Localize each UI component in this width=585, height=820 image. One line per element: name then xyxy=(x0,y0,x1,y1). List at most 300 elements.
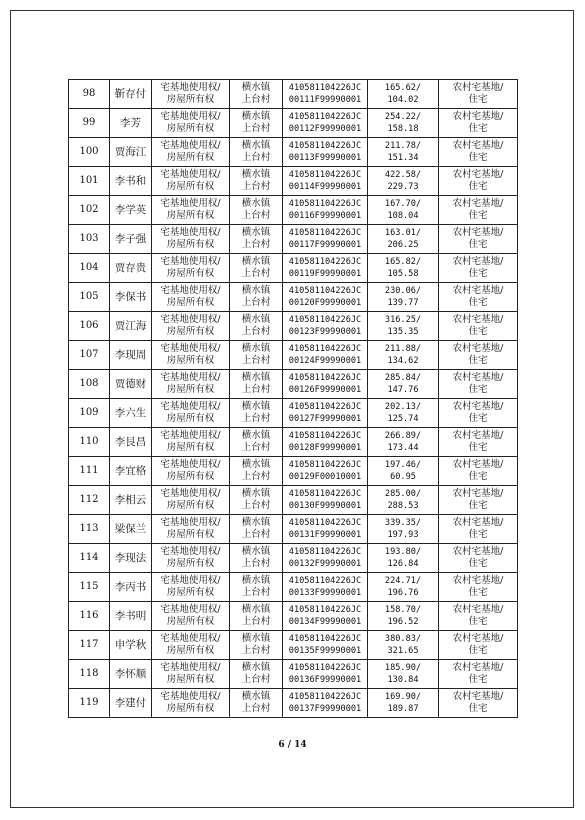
cell-right-type-line: 宅基地使用权/ xyxy=(160,111,221,122)
cell-area-line: 108.04 xyxy=(387,211,419,221)
cell-unit-number-line: 410581104226JC xyxy=(288,83,362,93)
cell-area xyxy=(368,341,439,370)
cell-use xyxy=(439,283,518,312)
cell-owner-name-line: 李丙书 xyxy=(114,581,147,593)
cell-unit-number-line: 410581104226JC xyxy=(288,460,362,470)
cell-area-line: 193.80/ xyxy=(384,547,422,557)
cell-right-type-line: 宅基地使用权/ xyxy=(160,372,221,383)
cell-owner-name-line: 申学秋 xyxy=(114,639,147,651)
cell-location-line: 横水镇 xyxy=(241,372,271,383)
cell-right-type xyxy=(152,109,230,138)
cell-area xyxy=(368,689,439,718)
cell-area-line: 422.58/ xyxy=(384,170,422,180)
cell-right-type-line: 宅基地使用权/ xyxy=(160,82,221,93)
cell-location xyxy=(230,370,283,399)
cell-use xyxy=(439,428,518,457)
cell-index-line: 118 xyxy=(79,668,99,679)
cell-location-line: 上台村 xyxy=(241,558,271,569)
cell-index xyxy=(69,602,110,631)
cell-index-line: 99 xyxy=(82,117,96,128)
cell-use xyxy=(439,341,518,370)
cell-right-type xyxy=(152,515,230,544)
cell-area-line: 285.00/ xyxy=(384,489,422,499)
cell-location-line: 横水镇 xyxy=(241,343,271,354)
cell-use xyxy=(439,602,518,631)
cell-use-line: 住宅 xyxy=(468,471,488,482)
cell-index-line: 105 xyxy=(79,291,99,302)
cell-use xyxy=(439,515,518,544)
cell-index-line: 98 xyxy=(82,88,96,99)
cell-owner-name xyxy=(110,515,152,544)
cell-owner-name xyxy=(110,602,152,631)
cell-unit-number xyxy=(283,109,368,138)
cell-use-line: 住宅 xyxy=(468,442,488,453)
cell-unit-number-line: 410581104226JC xyxy=(288,605,362,615)
cell-right-type-line: 房屋所有权 xyxy=(166,152,215,163)
cell-right-type-line: 宅基地使用权/ xyxy=(160,575,221,586)
table-row xyxy=(69,515,518,544)
cell-owner-name xyxy=(110,689,152,718)
cell-unit-number-line: 00134F99990001 xyxy=(288,617,362,627)
cell-area xyxy=(368,167,439,196)
table-row xyxy=(69,573,518,602)
cell-location-line: 上台村 xyxy=(241,500,271,511)
cell-right-type xyxy=(152,283,230,312)
cell-index-line: 107 xyxy=(79,349,99,360)
cell-unit-number xyxy=(283,138,368,167)
cell-use-line: 农村宅基地/ xyxy=(452,227,504,238)
cell-owner-name-line: 李保书 xyxy=(114,291,147,303)
cell-index xyxy=(69,428,110,457)
cell-use-line: 农村宅基地/ xyxy=(452,459,504,470)
cell-unit-number-line: 410581104226JC xyxy=(288,141,362,151)
cell-index xyxy=(69,341,110,370)
table-row xyxy=(69,544,518,573)
cell-owner-name xyxy=(110,283,152,312)
cell-location-line: 上台村 xyxy=(241,703,271,714)
cell-area-line: 229.73 xyxy=(387,182,419,192)
cell-owner-name xyxy=(110,660,152,689)
cell-use-line: 住宅 xyxy=(468,674,488,685)
cell-index-line: 104 xyxy=(79,262,99,273)
cell-right-type-line: 房屋所有权 xyxy=(166,384,215,395)
cell-unit-number-line: 00119F99990001 xyxy=(288,269,362,279)
cell-unit-number-line: 410581104226JC xyxy=(288,489,362,499)
cell-area-line: 169.90/ xyxy=(384,692,422,702)
table-row xyxy=(69,631,518,660)
cell-owner-name-line: 李艮昌 xyxy=(114,436,147,448)
cell-unit-number-line: 410581104226JC xyxy=(288,286,362,296)
cell-location-line: 横水镇 xyxy=(241,169,271,180)
cell-owner-name xyxy=(110,167,152,196)
cell-location-line: 横水镇 xyxy=(241,285,271,296)
cell-location-line: 上台村 xyxy=(241,384,271,395)
cell-right-type xyxy=(152,660,230,689)
cell-area-line: 126.84 xyxy=(387,559,419,569)
cell-area-line: 197.46/ xyxy=(384,460,422,470)
table-row xyxy=(69,196,518,225)
cell-location-line: 横水镇 xyxy=(241,140,271,151)
cell-right-type xyxy=(152,312,230,341)
cell-owner-name xyxy=(110,544,152,573)
table-row xyxy=(69,660,518,689)
cell-use-line: 住宅 xyxy=(468,413,488,424)
cell-use-line: 农村宅基地/ xyxy=(452,575,504,586)
cell-index xyxy=(69,660,110,689)
cell-location xyxy=(230,486,283,515)
cell-area-line: 139.77 xyxy=(387,298,419,308)
cell-location-line: 上台村 xyxy=(241,268,271,279)
cell-right-type-line: 宅基地使用权/ xyxy=(160,459,221,470)
cell-area xyxy=(368,428,439,457)
cell-location-line: 上台村 xyxy=(241,123,271,134)
cell-use-line: 住宅 xyxy=(468,210,488,221)
cell-unit-number xyxy=(283,225,368,254)
cell-right-type-line: 宅基地使用权/ xyxy=(160,691,221,702)
cell-right-type-line: 房屋所有权 xyxy=(166,355,215,366)
cell-owner-name xyxy=(110,225,152,254)
cell-use-line: 住宅 xyxy=(468,703,488,714)
cell-area xyxy=(368,399,439,428)
cell-area-line: 134.62 xyxy=(387,356,419,366)
cell-right-type-line: 房屋所有权 xyxy=(166,413,215,424)
cell-unit-number-line: 410581104226JC xyxy=(288,344,362,354)
table-row xyxy=(69,689,518,718)
cell-unit-number xyxy=(283,457,368,486)
cell-right-type xyxy=(152,399,230,428)
cell-index-line: 111 xyxy=(79,465,99,476)
cell-owner-name-line: 李相云 xyxy=(114,494,147,506)
cell-use xyxy=(439,109,518,138)
cell-use-line: 住宅 xyxy=(468,500,488,511)
table-row xyxy=(69,341,518,370)
cell-area-line: 266.89/ xyxy=(384,431,422,441)
cell-unit-number xyxy=(283,80,368,109)
cell-index xyxy=(69,370,110,399)
cell-right-type-line: 宅基地使用权/ xyxy=(160,633,221,644)
cell-use xyxy=(439,254,518,283)
cell-right-type xyxy=(152,370,230,399)
cell-unit-number xyxy=(283,486,368,515)
cell-location-line: 横水镇 xyxy=(241,430,271,441)
cell-location-line: 上台村 xyxy=(241,326,271,337)
cell-unit-number xyxy=(283,312,368,341)
cell-right-type-line: 宅基地使用权/ xyxy=(160,256,221,267)
cell-right-type-line: 宅基地使用权/ xyxy=(160,198,221,209)
cell-unit-number xyxy=(283,399,368,428)
cell-area xyxy=(368,660,439,689)
cell-area xyxy=(368,196,439,225)
cell-use-line: 农村宅基地/ xyxy=(452,662,504,673)
cell-use-line: 住宅 xyxy=(468,326,488,337)
cell-owner-name xyxy=(110,370,152,399)
cell-unit-number xyxy=(283,660,368,689)
cell-location-line: 上台村 xyxy=(241,471,271,482)
cell-area-line: 151.34 xyxy=(387,153,419,163)
cell-use-line: 住宅 xyxy=(468,616,488,627)
cell-right-type xyxy=(152,573,230,602)
cell-area xyxy=(368,254,439,283)
cell-area-line: 196.52 xyxy=(387,617,419,627)
cell-location-line: 横水镇 xyxy=(241,488,271,499)
cell-area-line: 173.44 xyxy=(387,443,419,453)
cell-index xyxy=(69,254,110,283)
cell-index-line: 103 xyxy=(79,233,99,244)
cell-right-type-line: 宅基地使用权/ xyxy=(160,517,221,528)
cell-use-line: 住宅 xyxy=(468,297,488,308)
cell-area-line: 189.87 xyxy=(387,704,419,714)
cell-use-line: 农村宅基地/ xyxy=(452,343,504,354)
cell-use-line: 农村宅基地/ xyxy=(452,488,504,499)
cell-right-type-line: 宅基地使用权/ xyxy=(160,662,221,673)
cell-right-type-line: 房屋所有权 xyxy=(166,297,215,308)
cell-owner-name-line: 贾存贵 xyxy=(114,262,147,274)
cell-location xyxy=(230,660,283,689)
cell-use xyxy=(439,80,518,109)
cell-index-line: 110 xyxy=(79,436,99,447)
cell-owner-name-line: 李现周 xyxy=(114,349,147,361)
cell-area-line: 197.93 xyxy=(387,530,419,540)
table-row xyxy=(69,167,518,196)
cell-index-line: 106 xyxy=(79,320,99,331)
cell-right-type xyxy=(152,602,230,631)
cell-area-line: 380.83/ xyxy=(384,634,422,644)
cell-index xyxy=(69,138,110,167)
cell-location-line: 上台村 xyxy=(241,152,271,163)
cell-owner-name xyxy=(110,138,152,167)
cell-owner-name-line: 贾德财 xyxy=(114,378,147,390)
cell-unit-number-line: 410581104226JC xyxy=(288,402,362,412)
cell-unit-number-line: 00132F99990001 xyxy=(288,559,362,569)
cell-owner-name-line: 李宜格 xyxy=(114,465,147,477)
cell-location-line: 横水镇 xyxy=(241,198,271,209)
cell-area-line: 105.58 xyxy=(387,269,419,279)
cell-use-line: 住宅 xyxy=(468,181,488,192)
cell-location-line: 横水镇 xyxy=(241,111,271,122)
cell-location-line: 横水镇 xyxy=(241,256,271,267)
cell-owner-name-line: 贾江海 xyxy=(114,320,147,332)
cell-location xyxy=(230,167,283,196)
cell-location-line: 横水镇 xyxy=(241,604,271,615)
cell-owner-name xyxy=(110,341,152,370)
table-row xyxy=(69,138,518,167)
cell-location xyxy=(230,689,283,718)
cell-right-type-line: 房屋所有权 xyxy=(166,442,215,453)
cell-location xyxy=(230,341,283,370)
cell-unit-number-line: 410581104226JC xyxy=(288,518,362,528)
cell-use-line: 农村宅基地/ xyxy=(452,372,504,383)
cell-right-type-line: 宅基地使用权/ xyxy=(160,314,221,325)
cell-location xyxy=(230,196,283,225)
cell-right-type-line: 宅基地使用权/ xyxy=(160,227,221,238)
cell-unit-number-line: 00137F99990001 xyxy=(288,704,362,714)
table-row xyxy=(69,486,518,515)
cell-use xyxy=(439,370,518,399)
cell-use-line: 住宅 xyxy=(468,239,488,250)
cell-unit-number-line: 00126F99990001 xyxy=(288,385,362,395)
cell-unit-number-line: 410581104226JC xyxy=(288,547,362,557)
cell-index-line: 100 xyxy=(79,146,99,157)
cell-unit-number xyxy=(283,254,368,283)
cell-owner-name xyxy=(110,457,152,486)
cell-owner-name xyxy=(110,312,152,341)
table-row xyxy=(69,225,518,254)
cell-unit-number-line: 410581104226JC xyxy=(288,315,362,325)
cell-use-line: 农村宅基地/ xyxy=(452,546,504,557)
cell-unit-number-line: 00127F99990001 xyxy=(288,414,362,424)
cell-index-line: 119 xyxy=(79,697,99,708)
table-row xyxy=(69,109,518,138)
cell-use xyxy=(439,573,518,602)
cell-location-line: 横水镇 xyxy=(241,575,271,586)
cell-unit-number-line: 00111F99990001 xyxy=(288,95,362,105)
cell-right-type-line: 宅基地使用权/ xyxy=(160,169,221,180)
cell-owner-name xyxy=(110,196,152,225)
cell-index-line: 109 xyxy=(79,407,99,418)
cell-unit-number-line: 00114F99990001 xyxy=(288,182,362,192)
cell-location xyxy=(230,631,283,660)
cell-use-line: 农村宅基地/ xyxy=(452,82,504,93)
cell-location-line: 上台村 xyxy=(241,355,271,366)
page-number: 6 / 14 xyxy=(278,740,307,750)
cell-use-line: 农村宅基地/ xyxy=(452,314,504,325)
cell-location-line: 横水镇 xyxy=(241,633,271,644)
cell-owner-name-line: 李子强 xyxy=(114,233,147,245)
cell-index xyxy=(69,689,110,718)
cell-owner-name xyxy=(110,109,152,138)
cell-owner-name xyxy=(110,254,152,283)
cell-area-line: 130.84 xyxy=(387,675,419,685)
table-row xyxy=(69,428,518,457)
cell-unit-number-line: 410581104226JC xyxy=(288,431,362,441)
cell-use xyxy=(439,457,518,486)
cell-right-type xyxy=(152,689,230,718)
cell-right-type-line: 宅基地使用权/ xyxy=(160,546,221,557)
cell-location xyxy=(230,457,283,486)
cell-use xyxy=(439,138,518,167)
cell-use xyxy=(439,660,518,689)
cell-right-type xyxy=(152,457,230,486)
cell-index xyxy=(69,544,110,573)
cell-owner-name-line: 李现法 xyxy=(114,552,147,564)
cell-index xyxy=(69,283,110,312)
cell-index xyxy=(69,80,110,109)
table-row xyxy=(69,457,518,486)
cell-area xyxy=(368,631,439,660)
cell-unit-number xyxy=(283,602,368,631)
cell-right-type-line: 宅基地使用权/ xyxy=(160,285,221,296)
cell-location-line: 上台村 xyxy=(241,645,271,656)
cell-owner-name-line: 李怀顺 xyxy=(114,668,147,680)
cell-unit-number-line: 00129F00010001 xyxy=(288,472,362,482)
cell-location-line: 横水镇 xyxy=(241,662,271,673)
cell-index xyxy=(69,457,110,486)
registry-table xyxy=(68,79,518,718)
cell-unit-number xyxy=(283,428,368,457)
cell-owner-name-line: 李学英 xyxy=(114,204,147,216)
cell-location-line: 横水镇 xyxy=(241,459,271,470)
cell-unit-number-line: 00136F99990001 xyxy=(288,675,362,685)
cell-area xyxy=(368,138,439,167)
cell-owner-name-line: 靳存付 xyxy=(114,88,147,100)
cell-use-line: 住宅 xyxy=(468,94,488,105)
cell-area xyxy=(368,573,439,602)
cell-owner-name-line: 李书和 xyxy=(114,175,147,187)
cell-unit-number xyxy=(283,167,368,196)
cell-location xyxy=(230,283,283,312)
cell-unit-number-line: 00113F99990001 xyxy=(288,153,362,163)
cell-use-line: 农村宅基地/ xyxy=(452,169,504,180)
table-row xyxy=(69,399,518,428)
cell-owner-name xyxy=(110,428,152,457)
cell-area xyxy=(368,109,439,138)
cell-location-line: 上台村 xyxy=(241,181,271,192)
cell-area-line: 165.82/ xyxy=(384,257,422,267)
cell-right-type-line: 房屋所有权 xyxy=(166,181,215,192)
cell-unit-number-line: 410581104226JC xyxy=(288,112,362,122)
cell-area-line: 196.76 xyxy=(387,588,419,598)
cell-right-type xyxy=(152,167,230,196)
cell-area-line: 125.74 xyxy=(387,414,419,424)
cell-index xyxy=(69,486,110,515)
cell-right-type xyxy=(152,196,230,225)
cell-index-line: 113 xyxy=(79,523,99,534)
cell-unit-number-line: 00120F99990001 xyxy=(288,298,362,308)
cell-use xyxy=(439,312,518,341)
cell-use-line: 农村宅基地/ xyxy=(452,140,504,151)
cell-right-type-line: 宅基地使用权/ xyxy=(160,343,221,354)
cell-unit-number-line: 410581104226JC xyxy=(288,228,362,238)
cell-use-line: 住宅 xyxy=(468,645,488,656)
cell-index xyxy=(69,225,110,254)
cell-owner-name xyxy=(110,80,152,109)
cell-unit-number xyxy=(283,573,368,602)
cell-unit-number-line: 00133F99990001 xyxy=(288,588,362,598)
cell-area xyxy=(368,602,439,631)
cell-right-type-line: 房屋所有权 xyxy=(166,500,215,511)
cell-index-line: 101 xyxy=(79,175,99,186)
cell-index xyxy=(69,399,110,428)
cell-location xyxy=(230,602,283,631)
cell-right-type-line: 宅基地使用权/ xyxy=(160,140,221,151)
cell-use xyxy=(439,167,518,196)
cell-area xyxy=(368,486,439,515)
cell-index xyxy=(69,109,110,138)
cell-use-line: 住宅 xyxy=(468,152,488,163)
cell-use-line: 农村宅基地/ xyxy=(452,256,504,267)
cell-right-type-line: 房屋所有权 xyxy=(166,471,215,482)
cell-use-line: 农村宅基地/ xyxy=(452,401,504,412)
cell-area-line: 206.25 xyxy=(387,240,419,250)
cell-right-type-line: 房屋所有权 xyxy=(166,326,215,337)
cell-unit-number-line: 00135F99990001 xyxy=(288,646,362,656)
cell-location xyxy=(230,80,283,109)
cell-right-type-line: 房屋所有权 xyxy=(166,210,215,221)
table-body xyxy=(69,80,518,718)
cell-area-line: 185.90/ xyxy=(384,663,422,673)
cell-index-line: 114 xyxy=(79,552,99,563)
cell-right-type xyxy=(152,486,230,515)
cell-location-line: 上台村 xyxy=(241,413,271,424)
cell-right-type-line: 宅基地使用权/ xyxy=(160,401,221,412)
cell-use-line: 住宅 xyxy=(468,355,488,366)
cell-location-line: 横水镇 xyxy=(241,227,271,238)
cell-use xyxy=(439,689,518,718)
cell-location xyxy=(230,544,283,573)
cell-owner-name xyxy=(110,631,152,660)
cell-area-line: 167.70/ xyxy=(384,199,422,209)
cell-area xyxy=(368,312,439,341)
